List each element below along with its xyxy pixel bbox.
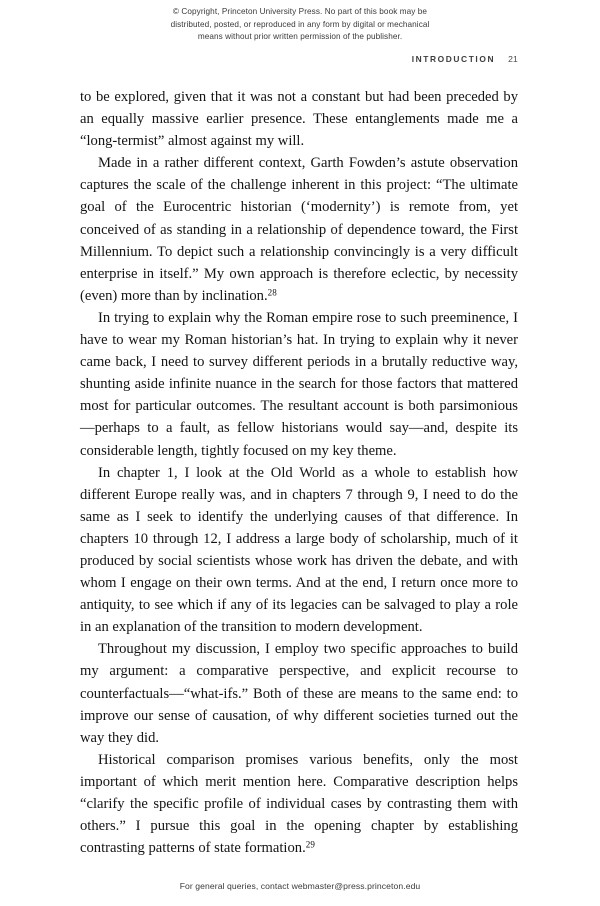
copyright-notice-line-3: means without prior written permission of the publisher. — [197, 32, 403, 42]
body-text — [80, 86, 518, 859]
footnote-ref-29[interactable]: 29 — [305, 839, 315, 850]
paragraph-text: Historical comparison promises various benefits, only the most important of which merit mention here. Comparative description helps “clarify the specific profile of individual cases by contrasting them with others.” I pursue this goal in the opening chapter by establishing contrasting patterns of state formation. — [80, 751, 518, 857]
paragraph-text: Throughout my discussion, I employ two specific approaches to build my argument: a comparative perspective, and explicit recourse to counterfactuals—“what-ifs.” Both of these are means to the same end: to improve our sense of causation, of why different societies turned out the way they did. — [80, 641, 518, 746]
paragraph-text: Made in a rather different context, Garth Fowden’s astute observation captures the scale of the challenge inherent in this project: “The ultimate goal of the Eurocentric historian (‘modernity’) is remote from, yet conceived of as standing in a relationship of dependence toward, the First Millennium. To depict such a relationship convincingly is a very difficult enterprise in itself.” My own approach is therefore eclectic, by necessity (even) more than by inclination. — [80, 155, 518, 304]
paragraph-historical-comparison — [80, 749, 518, 859]
running-head — [80, 54, 518, 64]
running-head-section-title: INTRODUCTION — [411, 54, 496, 64]
page-footer-text: For general queries, contact webmaster@press.princeton.edu — [179, 881, 421, 891]
copyright-notice-line-2: distributed, posted, or reproduced in any form by digital or mechanical — [170, 19, 430, 29]
paragraph-text: In trying to explain why the Roman empire rose to such preeminence, I have to wear my Roman historian’s hat. In trying to explain why it never came back, I need to survey different periods in a brutally reductive way, shunting aside infinite nuance in the search for those factors that mattered most for particular outcomes. The resultant account is both parsimonious—perhaps to a fault, as fellow historians would say—and, despite its considerable length, tightly focused on my key theme. — [80, 309, 518, 459]
page-footer — [0, 881, 600, 891]
paragraph-text: to be explored, given that it was not a constant but had been preceded by an equally massive earlier presence. These entanglements made me a “long-termist” almost against my will. — [80, 89, 518, 150]
paragraph-roman-empire — [80, 307, 518, 462]
paragraph-fowden — [80, 152, 518, 307]
footnote-ref-28[interactable]: 28 — [267, 287, 277, 298]
copyright-notice — [0, 6, 600, 44]
paragraph-text: In chapter 1, I look at the Old World as a whole to establish how different Europe really was, and in chapters 7 through 9, I need to do the same as I seek to identify the underlying causes of that difference. In chapters 10 through 12, I address a large body of scholarship, much of it produced by social scientists whose work has driven the debate, and with whom I engage on their own terms. And at the end, I return once more to antiquity, to see which if any of its legacies can be salvaged to play a role in an explanation of the transition to modern development. — [80, 464, 518, 636]
paragraph-chapter-plan — [80, 462, 518, 639]
paragraph-continued — [80, 86, 518, 152]
paragraph-approaches — [80, 638, 518, 748]
page-number: 21 — [508, 54, 518, 64]
copyright-notice-line-1: © Copyright, Princeton University Press. No part of this book may be — [172, 7, 428, 16]
